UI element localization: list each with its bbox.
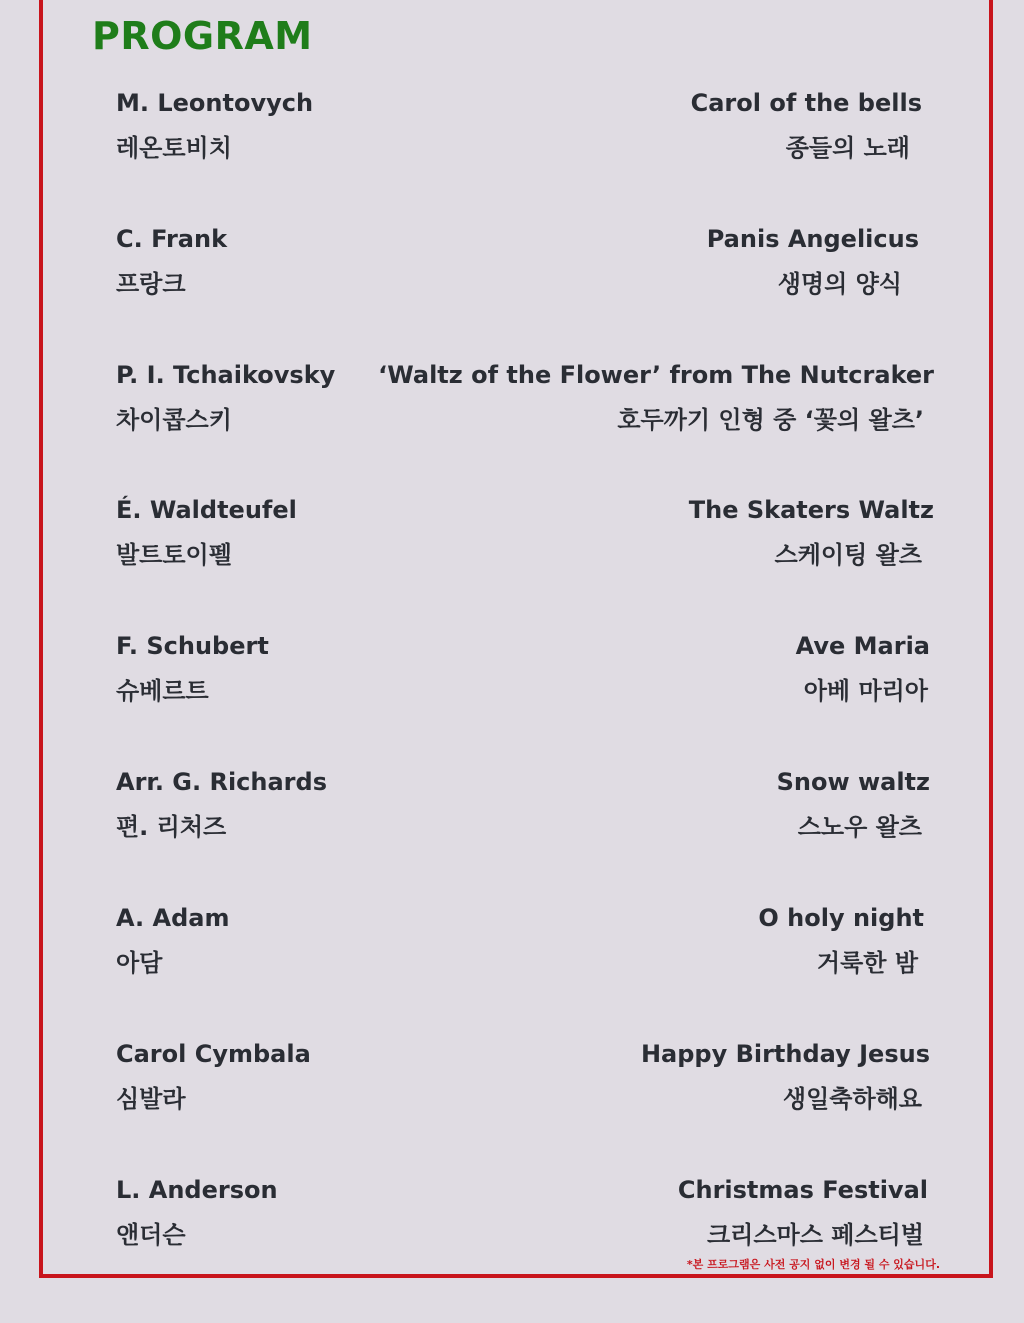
piece-title: ‘Waltz of the Flower’ from The Nutcraker [378, 361, 934, 389]
piece-title: Panis Angelicus [706, 225, 919, 253]
composer-name-korean: 발트토이펠 [116, 541, 232, 569]
composer-name-korean: 심발라 [116, 1085, 186, 1113]
piece-title-korean: 스노우 왈츠 [797, 813, 922, 841]
composer-name: L. Anderson [116, 1176, 278, 1204]
program-item [116, 767, 934, 847]
program-item [116, 903, 934, 983]
piece-title-korean: 생일축하해요 [782, 1085, 922, 1113]
piece-title: O holy night [758, 904, 924, 932]
composer-name-korean: 앤더슨 [116, 1221, 186, 1249]
composer-name: F. Schubert [116, 632, 269, 660]
piece-title: Ave Maria [795, 632, 930, 660]
program-item [116, 1039, 934, 1119]
piece-title: Snow waltz [776, 768, 930, 796]
piece-title-korean: 거룩한 밤 [816, 949, 918, 977]
program-item [116, 631, 934, 711]
program-change-notice: *본 프로그램은 사전 공지 없이 변경 될 수 있습니다. [686, 1258, 940, 1271]
composer-name: M. Leontovych [116, 89, 314, 117]
piece-title-korean: 종들의 노래 [785, 134, 910, 162]
composer-name: C. Frank [116, 225, 228, 253]
composer-name-korean: 레온토비치 [116, 134, 232, 162]
composer-name: Arr. G. Richards [116, 768, 327, 796]
composer-name: É. Waldteufel [116, 496, 297, 524]
piece-title: Carol of the bells [690, 89, 922, 117]
composer-name-korean: 아담 [116, 949, 163, 977]
composer-name-korean: 슈베르트 [116, 677, 209, 705]
composer-name: P. I. Tchaikovsky [116, 361, 336, 389]
piece-title-korean: 호두까기 인형 중 ‘꽃의 왈츠’ [617, 406, 924, 434]
piece-title-korean: 아베 마리아 [803, 677, 928, 705]
piece-title-korean: 스케이팅 왈츠 [774, 541, 922, 569]
composer-name-korean: 프랑크 [116, 270, 186, 298]
piece-title-korean: 크리스마스 페스티벌 [706, 1221, 924, 1249]
program-item [116, 88, 934, 168]
program-item [116, 495, 934, 575]
program-item [116, 360, 934, 440]
page-title: PROGRAM [92, 14, 313, 58]
composer-name: A. Adam [116, 904, 230, 932]
program-item [116, 1175, 934, 1255]
composer-name-korean: 차이콥스키 [116, 406, 232, 434]
composer-name-korean: 편. 리처즈 [116, 813, 227, 841]
piece-title-korean: 생명의 양식 [777, 270, 902, 298]
piece-title: Happy Birthday Jesus [640, 1040, 930, 1068]
piece-title: Christmas Festival [677, 1176, 928, 1204]
program-item [116, 224, 934, 304]
composer-name: Carol Cymbala [116, 1040, 311, 1068]
piece-title: The Skaters Waltz [688, 496, 934, 524]
